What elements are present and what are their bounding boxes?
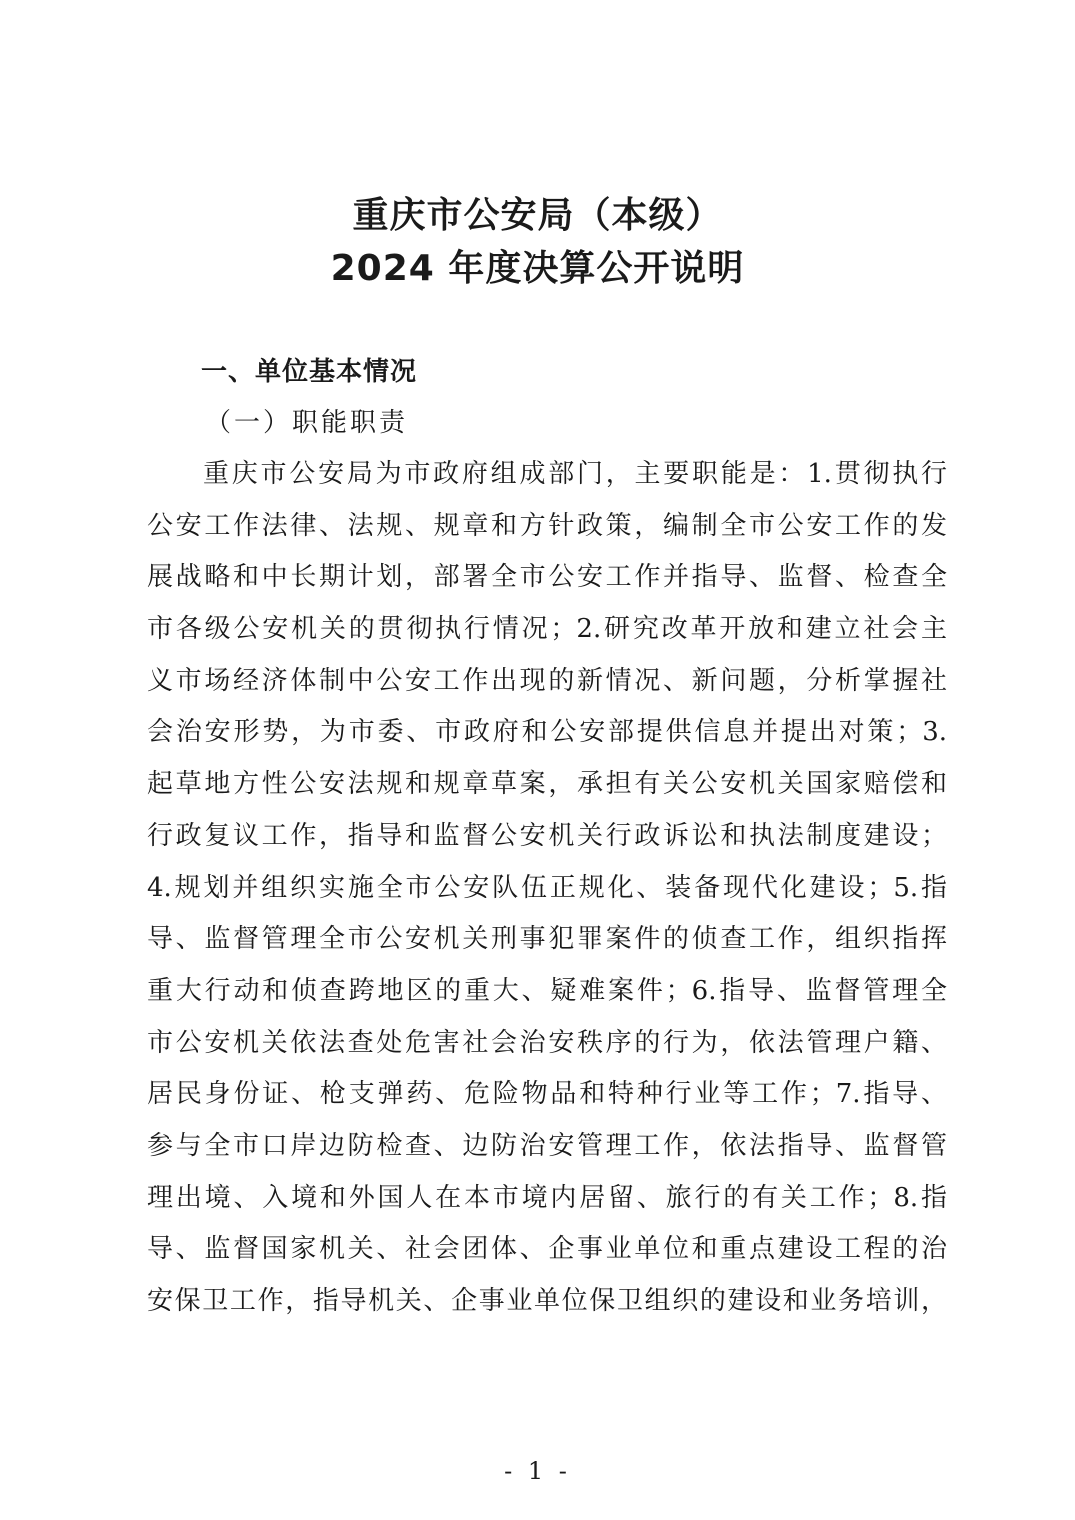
paragraph-line: 公安工作法律、法规、规章和方针政策，编制全市公安工作的发 bbox=[147, 510, 947, 541]
paragraph-line: 4.规划并组织实施全市公安队伍正规化、装备现代化建设；5.指 bbox=[147, 872, 947, 903]
paragraph-line: 居民身份证、枪支弹药、危险物品和特种行业等工作；7.指导、 bbox=[147, 1079, 947, 1110]
paragraph-line: 导、监督国家机关、社会团体、企事业单位和重点建设工程的治 bbox=[147, 1234, 947, 1265]
paragraph-line: 行政复议工作，指导和监督公安机关行政诉讼和执法制度建设； bbox=[147, 820, 947, 851]
body-paragraph bbox=[147, 452, 947, 1331]
paragraph-line: 重大行动和侦查跨地区的重大、疑难案件；6.指导、监督管理全 bbox=[147, 975, 947, 1006]
paragraph-line: 理出境、入境和外国人在本市境内居留、旅行的有关工作；8.指 bbox=[147, 1182, 947, 1213]
paragraph-line: 市公安机关依法查处危害社会治安秩序的行为，依法管理户籍、 bbox=[147, 1027, 947, 1058]
paragraph-line: 会治安形势，为市委、市政府和公安部提供信息并提出对策；3. bbox=[147, 717, 947, 748]
paragraph-line: 市各级公安机关的贯彻执行情况；2.研究改革开放和建立社会主 bbox=[147, 614, 947, 645]
section-heading: 一、单位基本情况 bbox=[201, 357, 418, 387]
paragraph-line: 展战略和中长期计划，部署全市公安工作并指导、监督、检查全 bbox=[147, 562, 947, 593]
paragraph-line: 义市场经济体制中公安工作出现的新情况、新问题，分析掌握社 bbox=[147, 665, 947, 696]
document-title-line-1: 重庆市公安局（本级） bbox=[352, 195, 723, 236]
paragraph-line: 起草地方性公安法规和规章草案，承担有关公安机关国家赔偿和 bbox=[147, 769, 947, 800]
paragraph-line: 参与全市口岸边防检查、边防治安管理工作，依法指导、监督管 bbox=[147, 1130, 947, 1161]
document-title-line-2: 2024 年度决算公开说明 bbox=[330, 248, 745, 289]
page-number: - 1 - bbox=[504, 1457, 571, 1485]
paragraph-line: 安保卫工作，指导机关、企事业单位保卫组织的建设和业务培训， bbox=[147, 1286, 947, 1316]
paragraph-line: 导、监督管理全市公安机关刑事犯罪案件的侦查工作，组织指挥 bbox=[147, 924, 947, 955]
paragraph-line: 重庆市公安局为市政府组成部门，主要职能是：1.贯彻执行 bbox=[203, 459, 947, 489]
subsection-heading: （一）职能职责 bbox=[205, 408, 409, 438]
